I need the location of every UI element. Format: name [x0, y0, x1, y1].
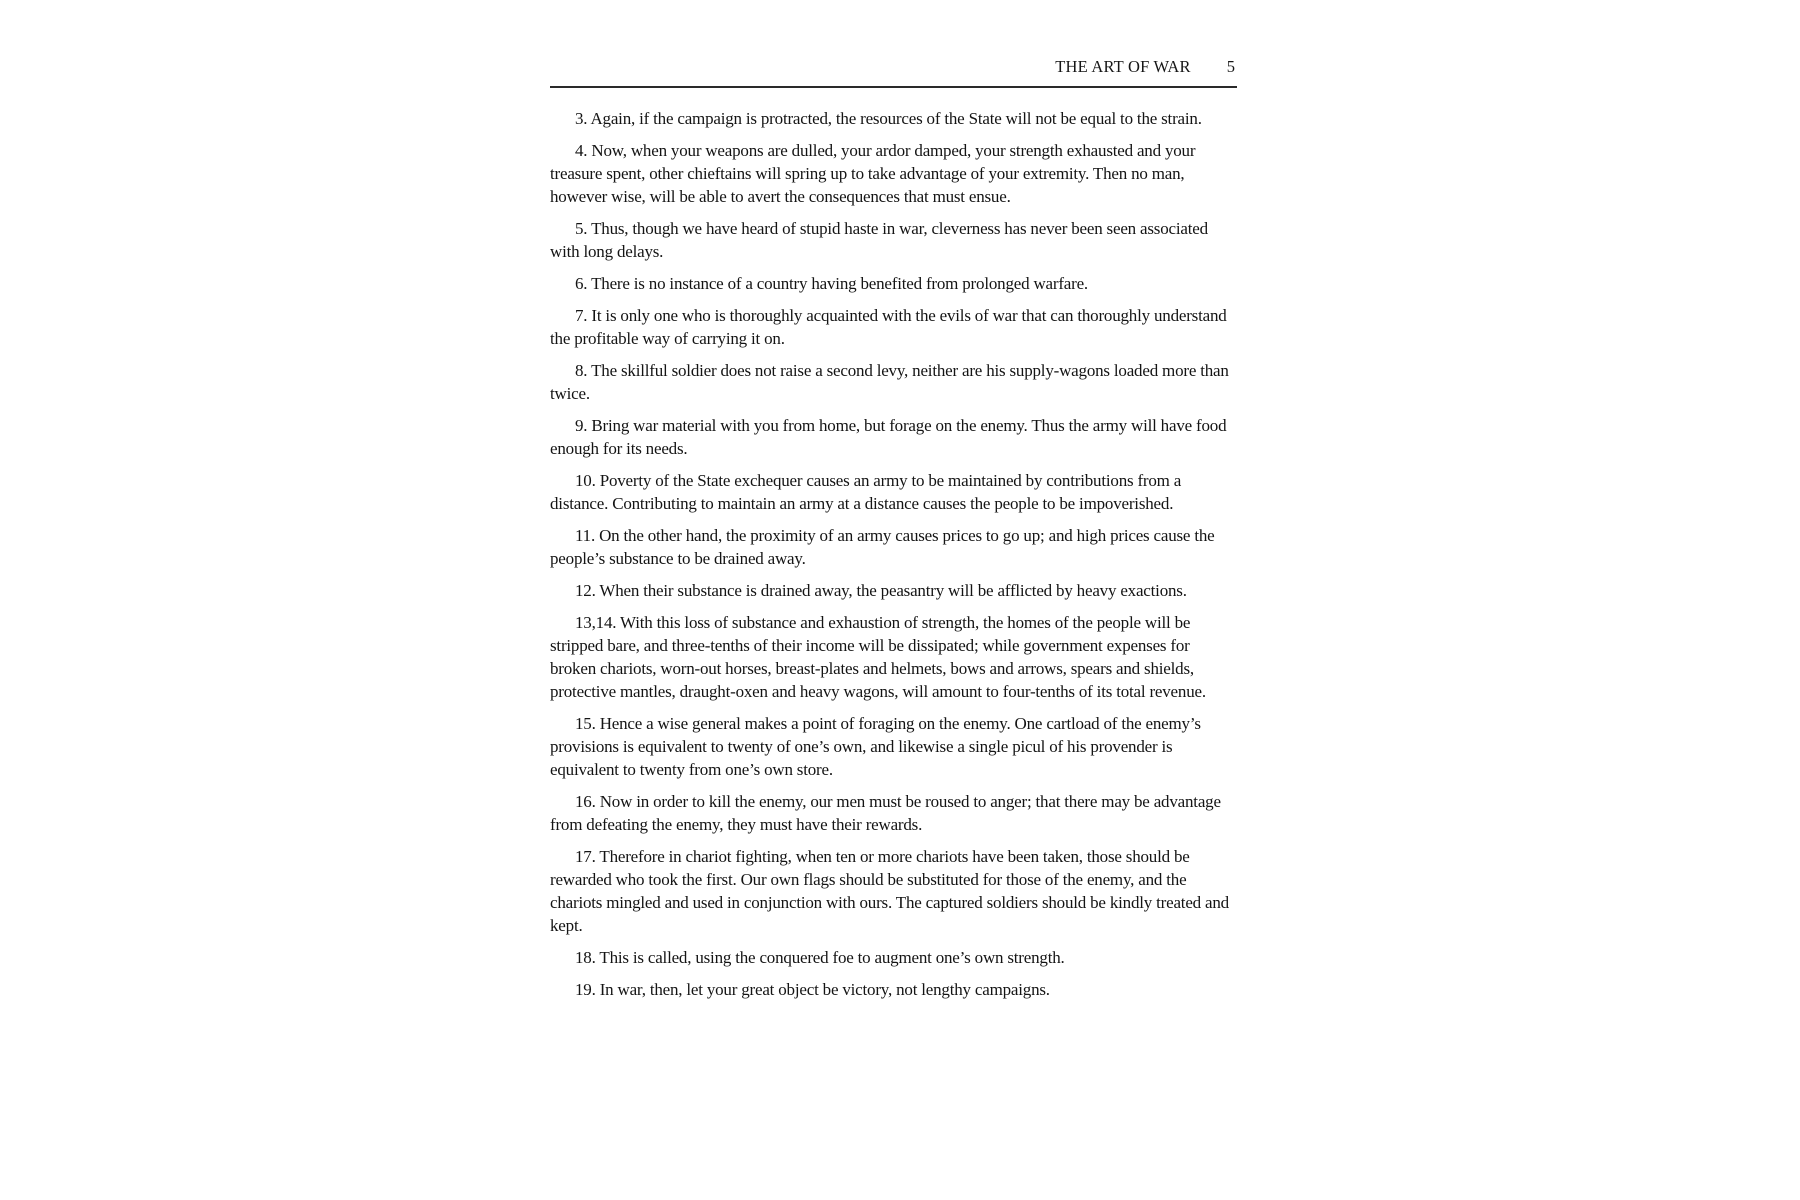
paragraph: 11. On the other hand, the proximity of an army causes prices to go up; and high prices cause the people’s substance to be drained away.: [550, 526, 1215, 568]
paragraph: 17. Therefore in chariot fighting, when ten or more chariots have been taken, those should be rewarded who took the first. Our own flags should be substituted for those of the enemy, and the chariots mingled and used in conjunction with ours. The captured soldiers should be kindly treated and kept.: [550, 847, 1229, 935]
paragraph: 4. Now, when your weapons are dulled, your ardor damped, your strength exhausted and your treasure spent, other chieftains will spring up to take advantage of your extremity. Then no man, however wise, will be able to avert the consequences that must ensue.: [550, 141, 1196, 206]
running-header: [550, 0, 1237, 86]
page-body: [550, 107, 1237, 1001]
paragraph: 15. Hence a wise general makes a point of foraging on the enemy. One cartload of the enemy’s provisions is equivalent to twenty of one’s own, and likewise a single picul of his provender is equivalent to twenty from one’s own store.: [550, 714, 1201, 779]
paragraph: 9. Bring war material with you from home, but forage on the enemy. Thus the army will have food enough for its needs.: [550, 416, 1227, 458]
header-rule: [550, 86, 1237, 88]
paragraph: 13,14. With this loss of substance and exhaustion of strength, the homes of the people will be stripped bare, and three-tenths of their income will be dissipated; while government expenses for broken chariots, worn-out horses, breast-plates and helmets, bows and arrows, spears and shields, protective mantles, draught-oxen and heavy wagons, will amount to four-tenths of its total revenue.: [550, 613, 1206, 701]
paragraph: 10. Poverty of the State exchequer causes an army to be maintained by contributions from a distance. Contributing to maintain an army at a distance causes the people to be impoverished.: [550, 471, 1182, 513]
paragraph: 5. Thus, though we have heard of stupid haste in war, cleverness has never been seen associated with long delays.: [550, 219, 1208, 261]
paragraph: 18. This is called, using the conquered foe to augment one’s own strength.: [575, 948, 1065, 967]
paragraph: 3. Again, if the campaign is protracted, the resources of the State will not be equal to the strain.: [575, 109, 1202, 128]
book-page: [550, 0, 1237, 1010]
paragraph: 7. It is only one who is thoroughly acquainted with the evils of war that can thoroughly understand the profitable way of carrying it on.: [550, 306, 1227, 348]
page-number: 5: [1226, 57, 1235, 76]
running-header-title: THE ART OF WAR: [1055, 57, 1191, 76]
paragraph: 19. In war, then, let your great object be victory, not lengthy campaigns.: [575, 980, 1050, 999]
paragraph: 12. When their substance is drained away, the peasantry will be afflicted by heavy exactions.: [575, 581, 1187, 600]
paragraph: 6. There is no instance of a country having benefited from prolonged warfare.: [575, 274, 1088, 293]
paragraph: 16. Now in order to kill the enemy, our men must be roused to anger; that there may be advantage from defeating the enemy, they must have their rewards.: [550, 792, 1221, 834]
paragraph: 8. The skillful soldier does not raise a second levy, neither are his supply-wagons loaded more than twice.: [550, 361, 1229, 403]
